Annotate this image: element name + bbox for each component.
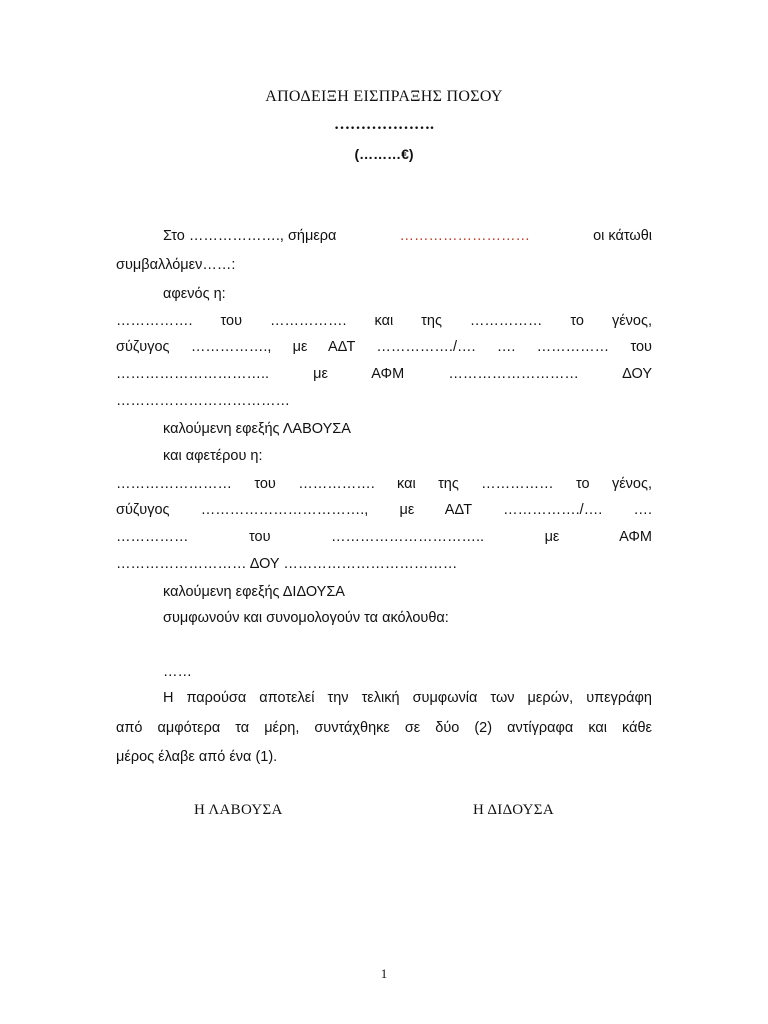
body-line-18: από αμφότερα τα μέρη, συντάχθηκε σε δύο (2) αντίγραφα και κάθε (116, 720, 652, 736)
body-line-7: ……………………………… (116, 393, 290, 409)
body-line-19: μέρος έλαβε από ένα (1). (116, 749, 278, 765)
signature-giver-label: Η ΔΙΔΟΥΣΑ (473, 802, 554, 818)
body-line-10: …………………… του ……………. και της …………… το γένος, (116, 476, 652, 492)
body-line-13: ……………………… ΔΟΥ ……………………………… (116, 556, 458, 572)
date-placeholder: ……………………… (399, 228, 531, 244)
signature-receiver-label: Η ΛΑΒΟΥΣΑ (194, 802, 283, 818)
body-line-5: σύζυγος ……………., με ΑΔΤ ……………./…. …. …………… του (116, 339, 652, 355)
body-line-1 (163, 226, 652, 246)
parties-intro-text: οι κάτωθι (593, 228, 652, 244)
body-line-9: και αφετέρου η: (163, 448, 263, 464)
place-date-text: Στο ………………., σήμερα (163, 228, 337, 244)
title-dots: ………………. (334, 116, 434, 133)
body-line-12: …………… του ………………………….. με ΑΦΜ (116, 529, 652, 545)
body-line-17: Η παρούσα αποτελεί την τελική συμφωνία των μερών, υπεγράφη (163, 690, 652, 706)
body-line-14: καλούμενη εφεξής ΔΙΔΟΥΣΑ (163, 584, 345, 600)
body-line-6: ………………………….. με ΑΦΜ ……………………… ΔΟΥ (116, 366, 652, 382)
body-line-11: σύζυγος ……………………………., με ΑΔΤ ……………./…. …. (116, 502, 652, 518)
page-number: 1 (380, 966, 388, 981)
body-line-15: συμφωνούν και συνομολογούν τα ακόλουθα: (163, 610, 449, 626)
body-line-16: …… (163, 664, 192, 680)
body-line-2: συμβαλλόμεν……: (116, 257, 236, 273)
body-line-8: καλούμενη εφεξής ΛΑΒΟΥΣΑ (163, 421, 351, 437)
body-line-4: ……………. του ……………. και της …………… το γένος, (116, 313, 652, 329)
amount-placeholder: (………€) (354, 146, 414, 162)
body-line-3: αφενός η: (163, 286, 226, 302)
document-title: ΑΠΟΔΕΙΞΗ ΕΙΣΠΡΑΞΗΣ ΠΟΣΟΥ (265, 88, 503, 105)
